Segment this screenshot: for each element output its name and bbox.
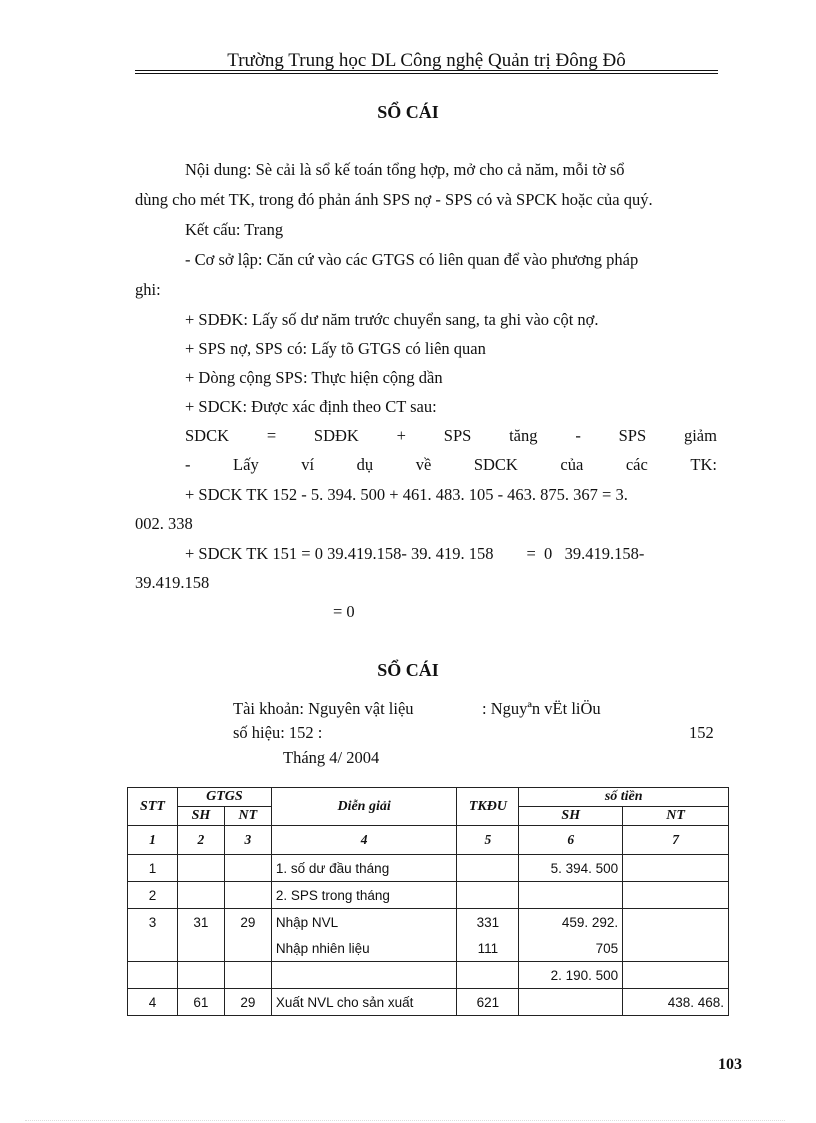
cell-no [519, 882, 623, 909]
formula-term: = [266, 426, 277, 445]
cell-co [623, 882, 729, 909]
ketcau: Kết cấu: Trang [185, 220, 284, 239]
cell-co [623, 962, 729, 989]
col-gtgs-sh: SH [177, 807, 224, 826]
cell-dien-giai: Nhập nhiên liệu [271, 935, 457, 962]
col-gtgs-nt: NT [224, 807, 271, 826]
col-number: 3 [224, 826, 271, 855]
col-number: 2 [177, 826, 224, 855]
cell-dien-giai [271, 962, 457, 989]
calc-tk152-line2: 002. 338 [135, 514, 193, 533]
account-name-alt: : Nguyªn vËt liÖu [482, 699, 601, 718]
item-sps: + SPS nợ, SPS có: Lấy tõ GTGS có liên quan [185, 339, 486, 358]
cell-no: 459. 292. [519, 909, 623, 936]
col-dien-giai: Diễn giải [271, 788, 457, 826]
cell-no: 2. 190. 500 [519, 962, 623, 989]
coso-line1: - Cơ sở lập: Căn cứ vào các GTGS có liên quan để vào phương pháp [185, 250, 639, 269]
example-word: TK: [690, 455, 717, 474]
cell-dien-giai: 1. số dư đầu tháng [271, 855, 457, 882]
formula-term: SDCK [185, 426, 230, 445]
cell-no [519, 989, 623, 1016]
table-row [128, 855, 729, 882]
col-stt: STT [128, 788, 178, 826]
col-so-tien: số tiền [519, 788, 729, 807]
calc-tk152-line1: + SDCK TK 152 - 5. 394. 500 + 461. 483. 105 - 463. 875. 367 = 3. [185, 485, 628, 504]
cell-tkdu [457, 855, 519, 882]
formula-term: SPS [618, 426, 647, 445]
title-so-cai: SỔ CÁI [377, 102, 439, 122]
cell-sh: 61 [177, 989, 224, 1016]
example-word: của [560, 455, 584, 474]
footer-dotted-rule [25, 1120, 785, 1121]
cell-dien-giai: 2. SPS trong tháng [271, 882, 457, 909]
header-row [128, 788, 729, 807]
cell-stt [128, 962, 178, 989]
table-row [128, 962, 729, 989]
example-word: dụ [356, 455, 374, 474]
cell-nt [224, 855, 271, 882]
para1-line1: Nội dung: Sè cải là sổ kế toán tổng hợp, mở cho cả năm, mỗi tờ sổ [185, 160, 625, 179]
item-sdck: + SDCK: Được xác định theo CT sau: [185, 397, 437, 416]
item-dong-cong: + Dòng cộng SPS: Thực hiện cộng dần [185, 368, 443, 387]
account-name: Tài khoản: Nguyên vật liệu [233, 699, 414, 718]
cell-tkdu: 331 [457, 909, 519, 936]
formula-term: SDĐK [313, 426, 359, 445]
formula-term: - [575, 426, 581, 445]
cell-dien-giai: Xuất NVL cho sản xuất [271, 989, 457, 1016]
cell-sh [177, 882, 224, 909]
page-number: 103 [718, 1056, 742, 1073]
ledger-table [127, 787, 729, 1016]
cell-stt: 4 [128, 989, 178, 1016]
item-sddk: + SDĐK: Lấy số dư năm trước chuyển sang, ta ghi vào cột nợ. [185, 310, 599, 329]
example-word: ví [301, 455, 315, 474]
col-number: 1 [128, 826, 178, 855]
cell-stt: 1 [128, 855, 178, 882]
cell-sh [177, 935, 224, 962]
page-header: Trường Trung học DL Công nghệ Quản trị Đông Đô [227, 50, 626, 71]
period-month: Tháng 4/ 2004 [283, 748, 380, 767]
title-so-cai-2: SỔ CÁI [377, 660, 439, 680]
example-word: các [625, 455, 648, 474]
cell-sh: 31 [177, 909, 224, 936]
col-number: 6 [519, 826, 623, 855]
cell-no: 5. 394. 500 [519, 855, 623, 882]
cell-sh [177, 855, 224, 882]
cell-tkdu: 111 [457, 935, 519, 962]
cell-nt: 29 [224, 989, 271, 1016]
cell-tkdu: 621 [457, 989, 519, 1016]
cell-nt: 29 [224, 909, 271, 936]
example-line [185, 455, 717, 475]
table-row [128, 909, 729, 936]
calc-tk151-line1: + SDCK TK 151 = 0 39.419.158- 39. 419. 158 = 0 39.419.158- [185, 544, 645, 563]
coso-line2: ghi: [135, 280, 161, 299]
cell-tkdu [457, 962, 519, 989]
example-word: - [185, 455, 191, 474]
cell-nt [224, 935, 271, 962]
formula-line [185, 426, 717, 446]
formula-term: giảm [683, 426, 717, 445]
cell-co [623, 855, 729, 882]
cell-tkdu [457, 882, 519, 909]
para1-line2: dùng cho mét TK, trong đó phản ánh SPS nợ - SPS có và SPCK hoặc của quý. [135, 190, 653, 209]
cell-co [623, 935, 729, 962]
cell-stt: 3 [128, 909, 178, 936]
table-row [128, 935, 729, 962]
col-sotien-sh: SH [519, 807, 623, 826]
cell-dien-giai: Nhập NVL [271, 909, 457, 936]
cell-stt [128, 935, 178, 962]
col-number: 5 [457, 826, 519, 855]
calc-tk151-result: = 0 [333, 602, 355, 621]
header-rule-2 [135, 73, 718, 74]
cell-no: 705 [519, 935, 623, 962]
col-tkdu: TKĐU [457, 788, 519, 826]
formula-term: SPS [443, 426, 472, 445]
col-number: 4 [271, 826, 457, 855]
column-number-row [128, 826, 729, 855]
col-sotien-nt: NT [623, 807, 729, 826]
formula-term: tăng [509, 426, 538, 445]
cell-co: 438. 468. [623, 989, 729, 1016]
account-number-label: số hiệu: 152 : [233, 723, 323, 742]
example-word: SDCK [473, 455, 518, 474]
account-number-value: 152 [689, 723, 714, 742]
cell-stt: 2 [128, 882, 178, 909]
formula-term: + [396, 426, 406, 445]
calc-tk151-line2: 39.419.158 [135, 573, 210, 592]
header-rule [135, 70, 718, 71]
example-word: về [415, 455, 432, 474]
col-gtgs: GTGS [177, 788, 271, 807]
table-row [128, 989, 729, 1016]
cell-nt [224, 882, 271, 909]
example-word: Lấy [233, 455, 259, 474]
cell-sh [177, 962, 224, 989]
table-row [128, 882, 729, 909]
cell-nt [224, 962, 271, 989]
cell-co [623, 909, 729, 936]
col-number: 7 [623, 826, 729, 855]
